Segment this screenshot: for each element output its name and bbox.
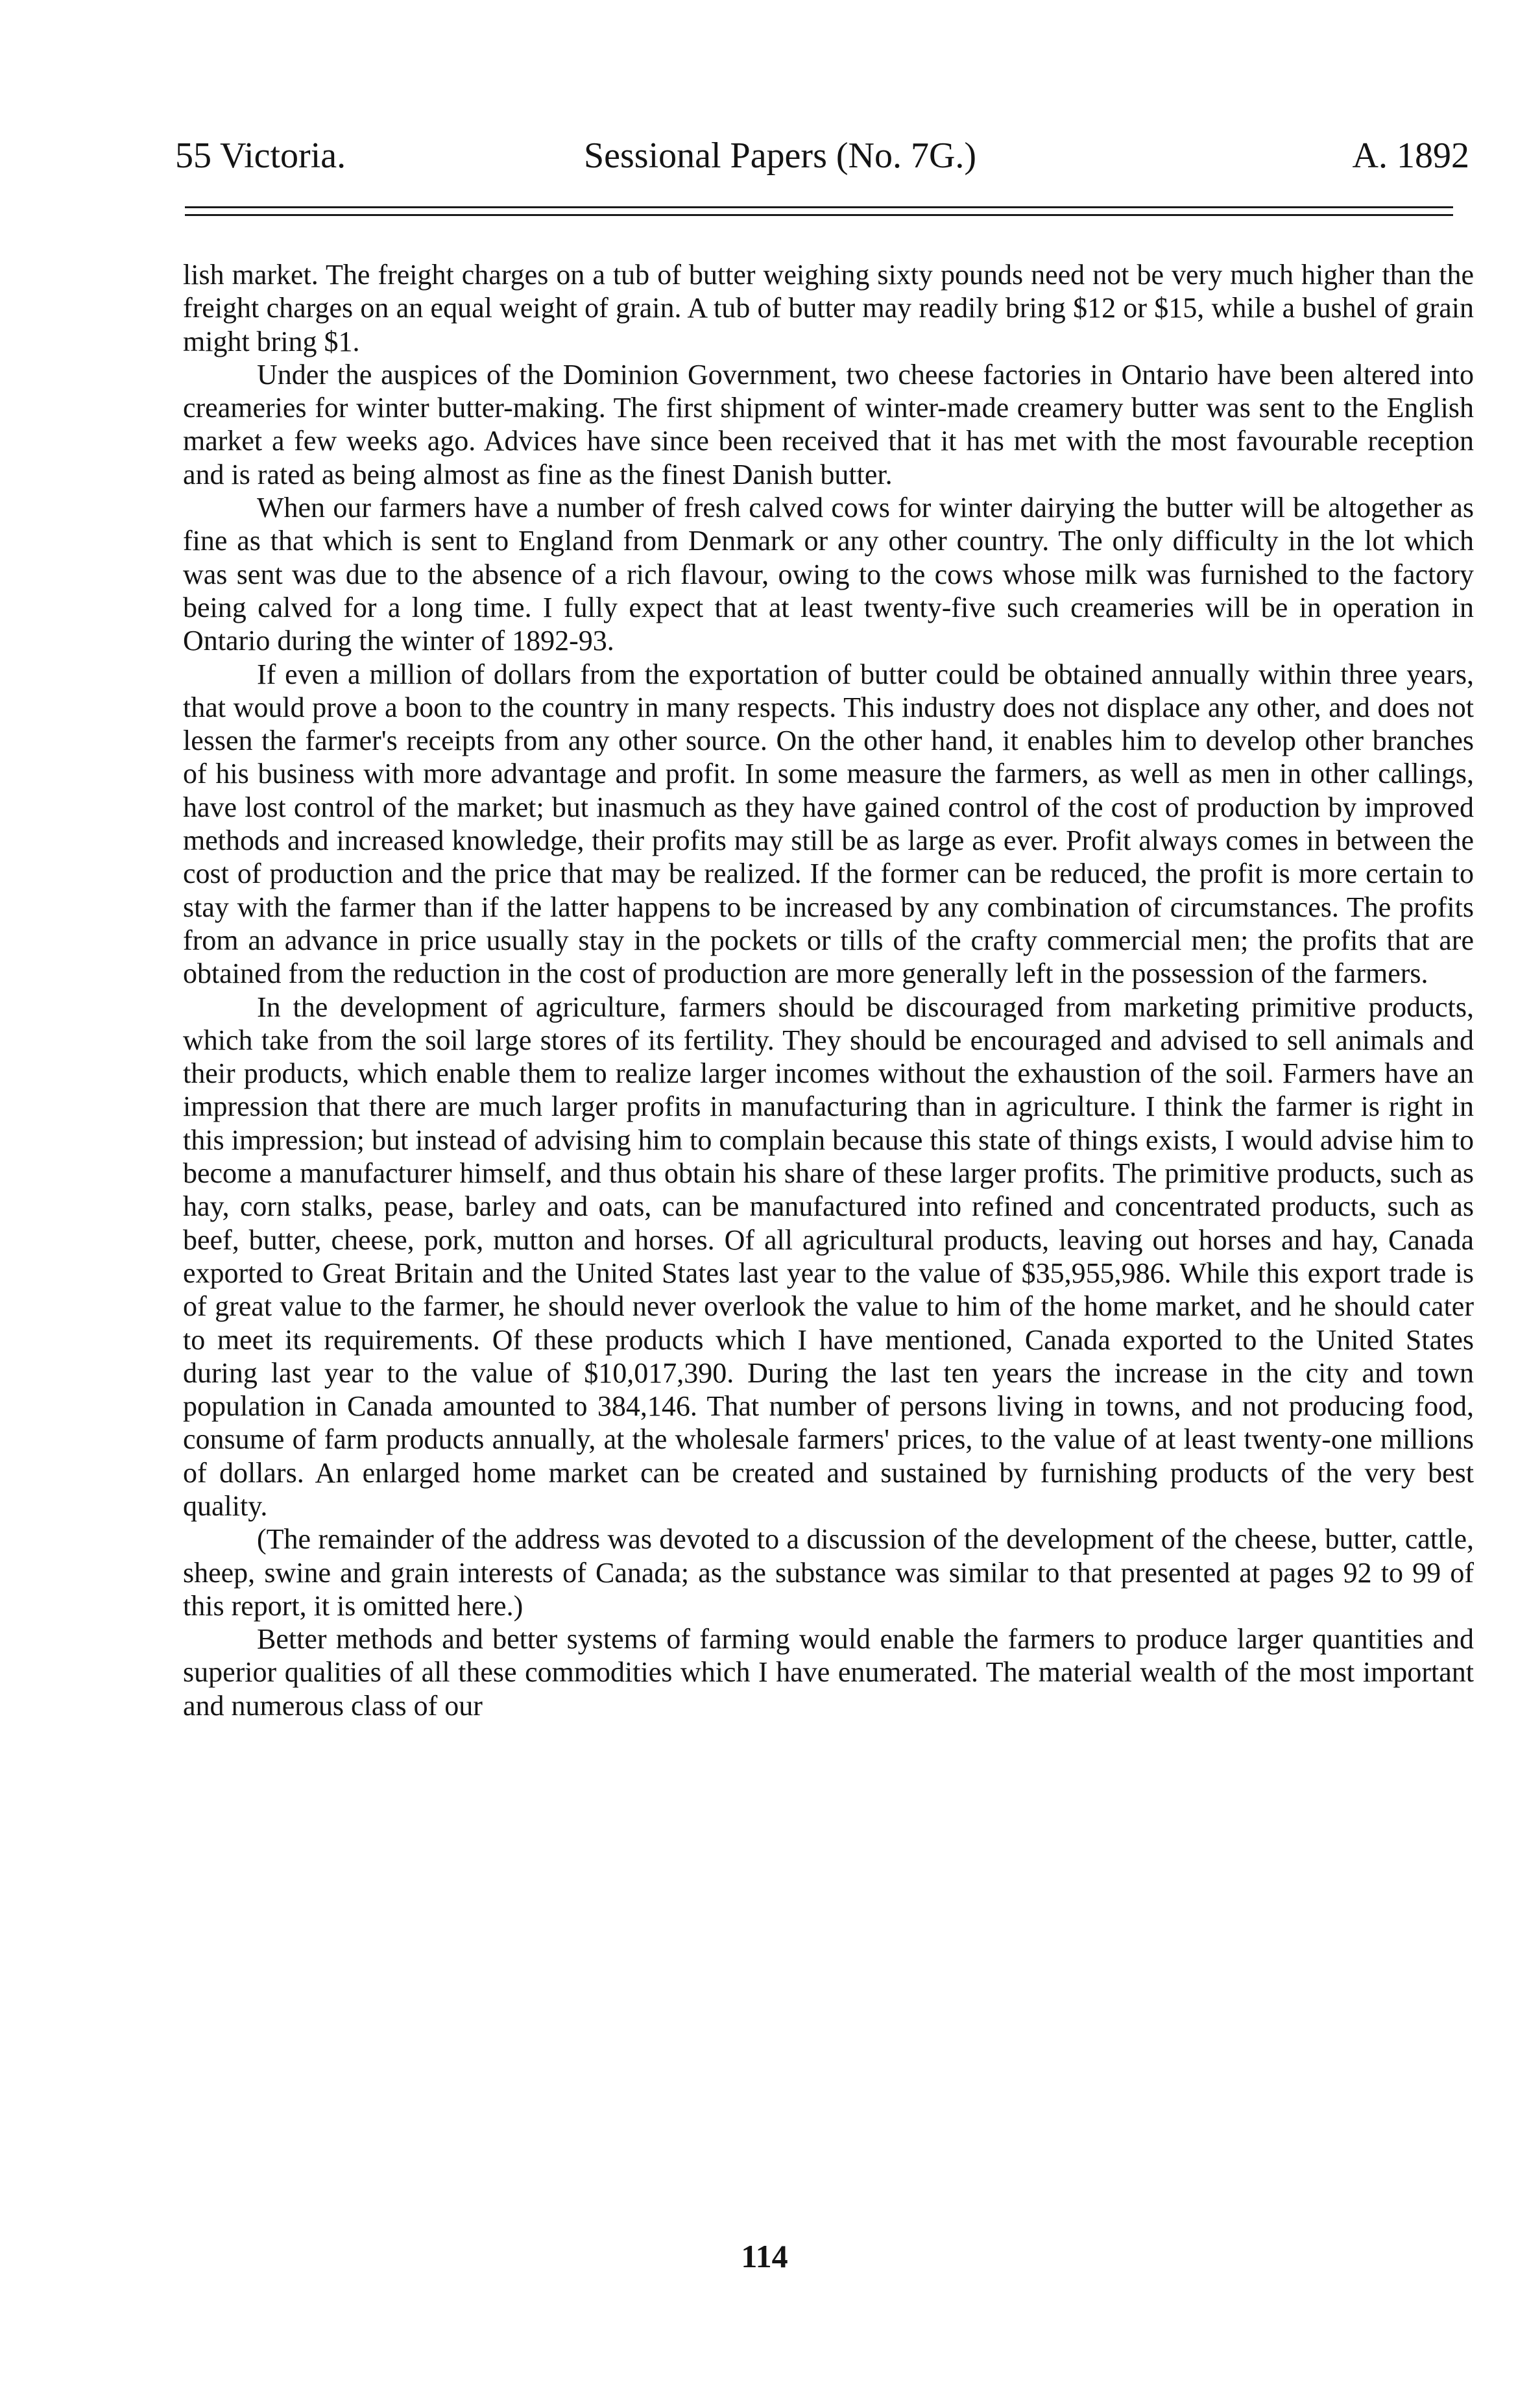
body-text xyxy=(183,258,1474,1722)
paragraph: In the development of agriculture, farmers should be discouraged from marketing primitive products, which take from the soil large stores of its fertility. They should be encouraged and advised to sell animals and their products, which enable them to realize larger incomes without the exhaustion of the soil. Farmers have an impression that there are much larger profits in manufacturing than in agriculture. I think the farmer is right in this impression; but instead of advising him to complain because this state of things exists, I would advise him to become a manufacturer himself, and thus obtain his share of these larger profits. The primitive products, such as hay, corn stalks, pease, barley and oats, can be manufactured into refined and concentrated products, such as beef, butter, cheese, pork, mutton and horses. Of all agricultural products, leaving out horses and hay, Canada exported to Great Britain and the United States last year to the value of $35,955,986. While this export trade is of great value to the farmer, he should never overlook the value to him of the home market, and he should cater to meet its requirements. Of these products which I have mentioned, Canada exported to the United States during last year to the value of $10,017,390. During the last ten years the increase in the city and town population in Canada amounted to 384,146. That number of persons living in towns, and not producing food, consume of farm products annually, at the wholesale farmers' prices, to the value of at least twenty-one millions of dollars. An enlarged home market can be created and sustained by furnishing products of the very best quality. xyxy=(183,991,1474,1522)
paragraph: (The remainder of the address was devoted to a discussion of the development of the cheese, butter, cattle, sheep, swine and grain interests of Canada; as the substance was similar to that presented at pages 92 to 99 of this report, it is omitted here.) xyxy=(183,1523,1474,1622)
paragraph: When our farmers have a number of fresh calved cows for winter dairying the butter will be altogether as fine as that which is sent to England from Denmark or any other country. The only difficulty in the lot which was sent was due to the absence of a rich flavour, owing to the cows whose milk was furnished to the factory being calved for a long time. I fully expect that at least twenty-five such creameries will be in operation in Ontario during the winter of 1892-93. xyxy=(183,492,1474,657)
page-number: 114 xyxy=(741,2238,788,2274)
header-title: Sessional Papers (No. 7G.) xyxy=(584,136,977,176)
paragraph: Better methods and better systems of farming would enable the farmers to produce larger quantities and superior qualities of all these commodities which I have enumerated. The material wealth of the most important and numerous class of our xyxy=(183,1623,1474,1722)
header-rule-bottom xyxy=(185,214,1453,216)
running-header xyxy=(175,133,1469,178)
paragraph: Under the auspices of the Dominion Government, two cheese factories in Ontario have been altered into creameries for winter butter-making. The first shipment of winter-made creamery butter was sent to the English market a few weeks ago. Advices have since been received that it has met with the most favourable reception and is rated as being almost as fine as the finest Danish butter. xyxy=(183,358,1474,490)
paragraph: lish market. The freight charges on a tub of butter weighing sixty pounds need not be very much higher than the freight charges on an equal weight of grain. A tub of butter may readily bring $12 or $15, while a bushel of grain might bring $1. xyxy=(183,259,1474,357)
header-volume: 55 Victoria. xyxy=(175,136,346,176)
paragraph: If even a million of dollars from the exportation of butter could be obtained annually within three years, that would prove a boon to the country in many respects. This industry does not displace any other, and does not lessen the farmer's receipts from any other source. On the other hand, it enables him to develop other branches of his business with more advantage and profit. In some measure the farmers, as well as men in other callings, have lost control of the market; but inasmuch as they have gained control of the cost of production by improved methods and increased knowledge, their profits may still be as large as ever. Profit always comes in between the cost of production and the price that may be realized. If the former can be reduced, the profit is more certain to stay with the farmer than if the latter happens to be increased by any combination of circumstances. The profits from an advance in price usually stay in the pockets or tills of the crafty commercial men; the profits that are obtained from the reduction in the cost of production are more generally left in the possession of the farmers. xyxy=(183,658,1474,990)
header-year: A. 1892 xyxy=(1352,136,1469,176)
header-rule-top xyxy=(185,206,1453,208)
